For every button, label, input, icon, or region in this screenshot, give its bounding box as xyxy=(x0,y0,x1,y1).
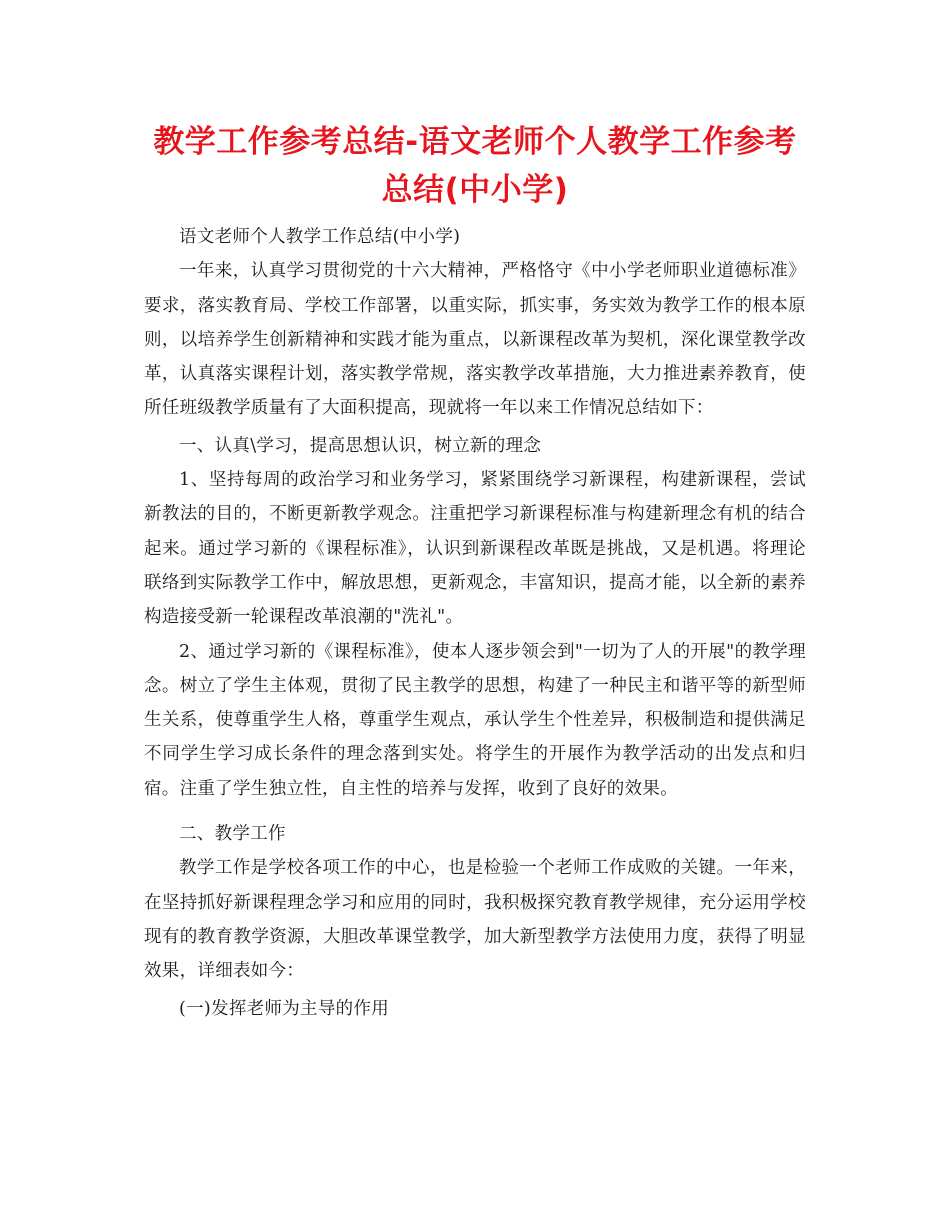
body-paragraph: 1、坚持每周的政治学习和业务学习，紧紧围绕学习新课程，构建新课程，尝试新教法的目的，不断更新教学观念。注重把学习新课程标准与构建新理念有机的结合起来。通过学习新的《课程标准》，认识到新课程改革既是挑战，又是机遇。将理论联络到实际教学工作中，解放思想，更新观念，丰富知识，提高才能，以全新的素养构造接受新一轮课程改革浪潮的"洗礼"。 xyxy=(144,470,806,628)
section-heading-1: 一、认真\学习，提高思想认识，树立新的理念 xyxy=(179,435,542,456)
subsection-heading: (一)发挥老师为主导的作用 xyxy=(179,998,390,1019)
paragraph-spacer xyxy=(144,806,806,814)
section-heading-2: 二、教学工作 xyxy=(179,824,286,845)
body-paragraph: 教学工作是学校各项工作的中心，也是检验一个老师工作成败的关键。一年来，在坚持抓好新课程理念学习和应用的同时，我积极探究教育教学规律，充分运用学校现有的教育教学资源，大胆改革课堂教学，加大新型教学方法使用力度，获得了明显效果，详细表如今： xyxy=(144,858,806,982)
document-title: 教学工作参考总结-语文老师个人教学工作参考总结(中小学) xyxy=(153,124,797,208)
subtitle-paragraph: 语文老师个人教学工作总结(中小学) xyxy=(179,227,461,247)
intro-paragraph: 一年来，认真学习贯彻党的十六大精神，严格恪守《中小学老师职业道德标准》要求，落实教育局、学校工作部署，以重实际，抓实事，务实效为教学工作的根本原则，以培养学生创新精神和实践才能为重点，以新课程改革为契机，深化课堂教学改革，认真落实课程计划，落实教学常规，落实教学改革措施，大力推进素养教育，使所任班级教学质量有了大面积提高，现就将一年以来工作情况总结如下： xyxy=(144,261,806,419)
body-paragraph: 2、通过学习新的《课程标准》，使本人逐步领会到"一切为了人的开展"的教学理念。树立了学生主体观，贯彻了民主教学的思想，构建了一种民主和谐平等的新型师生关系，使尊重学生人格，尊重学生观点，承认学生个性差异，积极制造和提供满足不同学生学习成长条件的理念落到实处。将学生的开展作为教学活动的出发点和归宿。注重了学生独立性，自主性的培养与发挥，收到了良好的效果。 xyxy=(144,641,806,799)
